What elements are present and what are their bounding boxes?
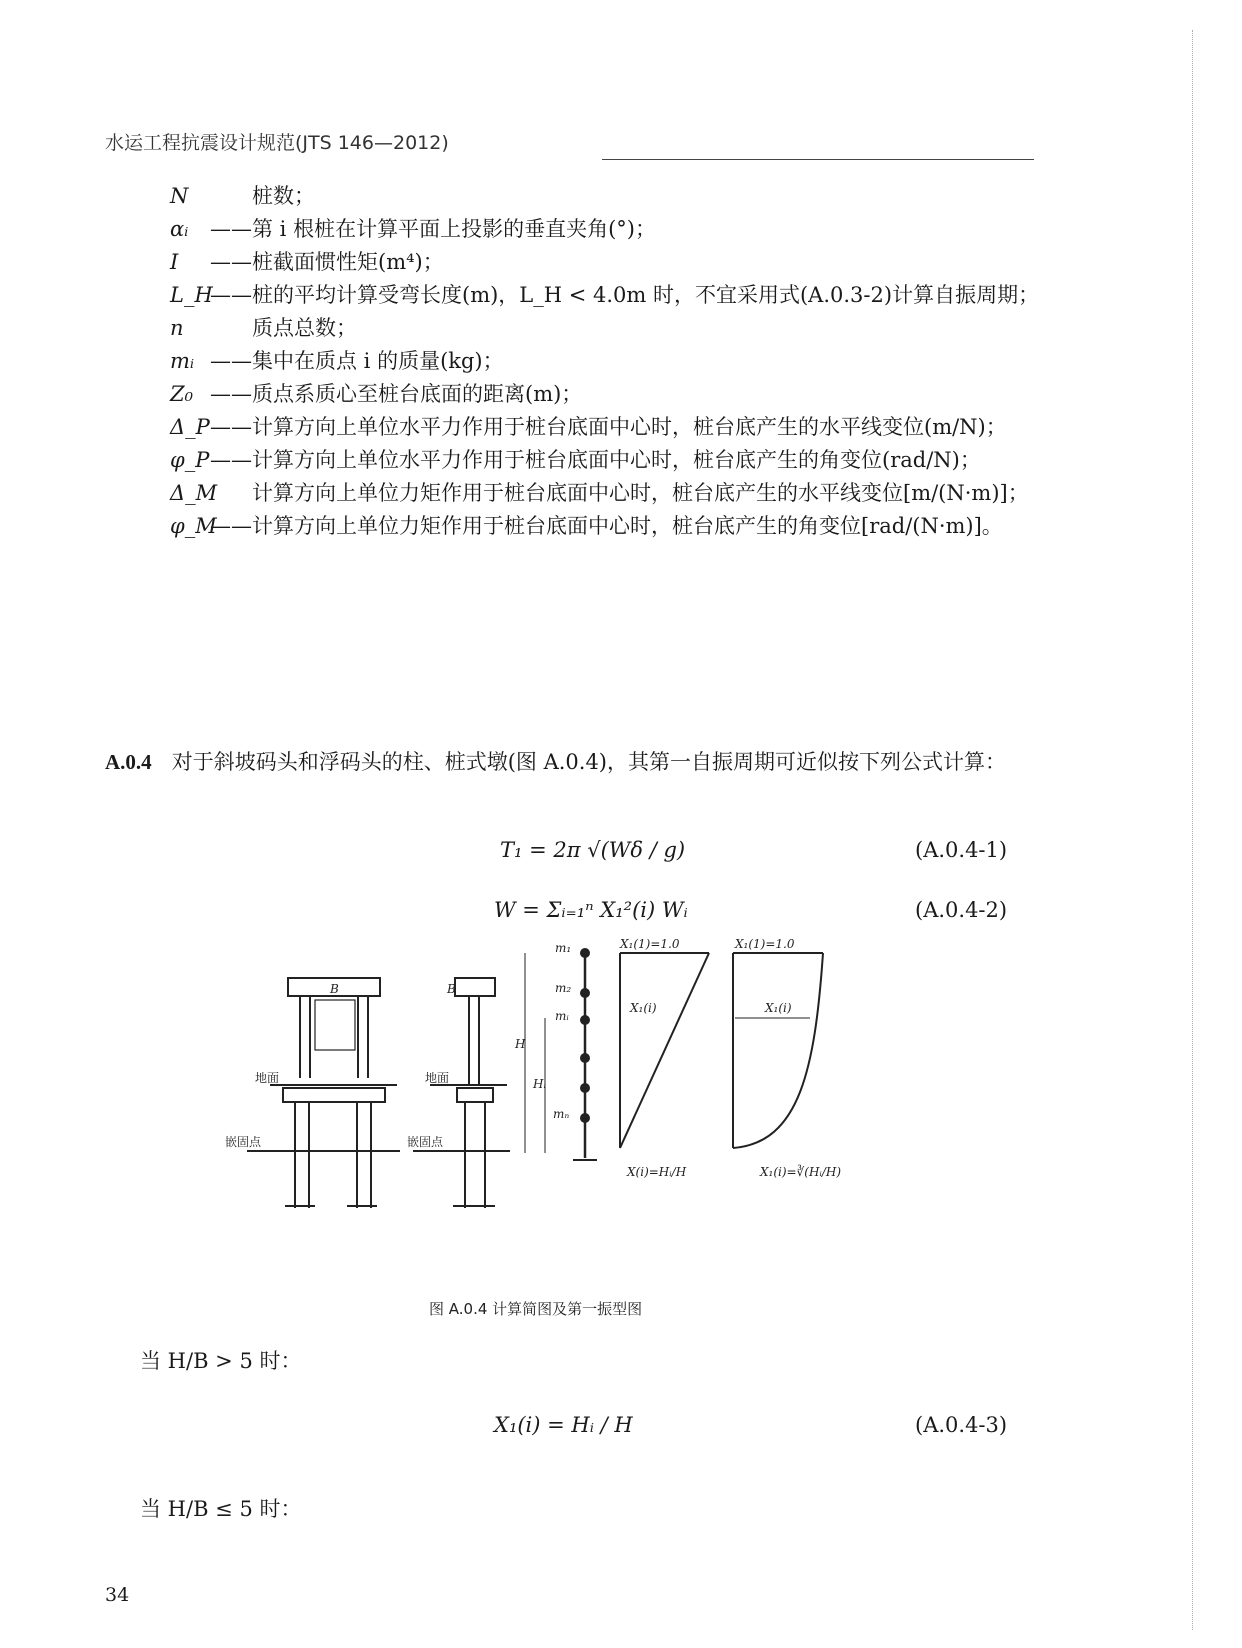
definition-dash: —— (210, 514, 252, 538)
definition-dash (210, 312, 252, 345)
label-m2: m₂ (555, 981, 572, 995)
definition-symbol: φ_M (170, 514, 217, 538)
condition-le: 当 H/B ≤ 5 时： (140, 1497, 302, 1521)
definition-text: 桩的平均计算受弯长度(m)，L_H < 4.0m 时，不宜采用式(A.0.3-2)计算自振周期； (252, 283, 1040, 307)
definition-row (170, 444, 1050, 477)
definition-dash: —— (210, 382, 252, 406)
definition-text: 桩数； (252, 184, 315, 208)
definition-row (170, 477, 1050, 510)
mass-m2 (580, 988, 590, 998)
definition-symbol: N (170, 184, 189, 208)
definition-dash: —— (210, 250, 252, 274)
equation-3 (494, 1413, 633, 1437)
definition-symbol: αᵢ (170, 217, 189, 241)
equation-3-lhs: X₁(i) = (494, 1413, 572, 1437)
scan-edge-marks (1192, 30, 1199, 1630)
page-number: 34 (105, 1584, 130, 1606)
definition-symbol: mᵢ (170, 349, 195, 373)
label-ground-1: 地面 (255, 1071, 280, 1085)
definition-text: 计算方向上单位力矩作用于桩台底面中心时，桩台底产生的角变位[rad/(N·m)]。 (252, 514, 1003, 538)
section-number: A.0.4 (105, 750, 152, 774)
label-x1i-a: X₁(i) (630, 1001, 657, 1015)
equation-1-lhs: T₁ = 2π (500, 838, 581, 862)
definition-dash (210, 180, 252, 213)
definition-dash: —— (210, 415, 252, 439)
definition-text: 第 i 根桩在计算平面上投影的垂直夹角(°)； (252, 217, 656, 241)
label-x1-top-a: X₁(1)=1.0 (620, 937, 680, 951)
definition-row (170, 378, 1050, 411)
label-fixed-1: 嵌固点 (225, 1135, 262, 1149)
definition-row (170, 246, 1050, 279)
equation-1-rhs: √(Wδ / g) (587, 838, 686, 862)
label-b2: B (447, 982, 456, 996)
definition-text: 计算方向上单位水平力作用于桩台底面中心时，桩台底产生的水平线变位(m/N)； (252, 415, 1007, 439)
definition-row (170, 180, 1050, 213)
definition-text: 桩截面惯性矩(m⁴)； (252, 250, 444, 274)
definition-dash: —— (210, 283, 252, 307)
mass-mn (580, 1113, 590, 1123)
definition-row (170, 312, 1050, 345)
section-a04 (105, 746, 1045, 779)
definition-symbol: Z₀ (170, 382, 194, 406)
equation-3-rhs: Hᵢ / H (571, 1413, 633, 1437)
figure-caption: 图 A.0.4 计算简图及第一振型图 (429, 1300, 643, 1318)
section-text: 对于斜坡码头和浮码头的柱、桩式墩(图 A.0.4)，其第一自振周期可近似按下列公式计算： (171, 750, 1006, 774)
definition-row (170, 213, 1050, 246)
label-formula-b: X₁(i)=∛(Hᵢ/H) (760, 1165, 842, 1179)
label-h: H (515, 1037, 526, 1051)
equation-2 (494, 898, 688, 922)
equation-1 (500, 838, 685, 862)
mass-m1 (580, 948, 590, 958)
definition-row (170, 345, 1050, 378)
condition-gt: 当 H/B > 5 时： (140, 1349, 302, 1373)
definition-row (170, 279, 1050, 312)
label-hi: Hᵢ (533, 1077, 546, 1091)
definition-symbol: n (170, 316, 184, 340)
equation-2-lhs: W = (494, 898, 547, 922)
definition-text: 质点总数； (252, 316, 357, 340)
label-x1-top-b: X₁(1)=1.0 (735, 937, 795, 951)
label-formula-a: X(i)=Hᵢ/H (627, 1165, 687, 1179)
definition-text: 计算方向上单位水平力作用于桩台底面中心时，桩台底产生的角变位(rad/N)； (252, 448, 981, 472)
equation-2-rhs: Σᵢ₌₁ⁿ X₁²(i) Wᵢ (546, 898, 688, 922)
equation-2-number: (A.0.4-2) (915, 898, 1008, 922)
definition-dash: —— (210, 448, 252, 472)
header-rule (602, 159, 1034, 160)
running-header: 水运工程抗震设计规范(JTS 146—2012) (105, 132, 449, 154)
label-fixed-2: 嵌固点 (407, 1135, 444, 1149)
label-m1: m₁ (555, 941, 572, 955)
definition-symbol: L_H (170, 283, 213, 307)
figure-a04 (225, 937, 905, 1258)
definition-text: 质点系质心至桩台底面的距离(m)； (252, 382, 583, 406)
definition-symbol: φ_P (170, 448, 210, 472)
equation-1-number: (A.0.4-1) (915, 838, 1008, 862)
label-mn: mₙ (553, 1107, 570, 1121)
definition-dash: —— (210, 217, 252, 241)
definition-text: 计算方向上单位力矩作用于桩台底面中心时，桩台底产生的水平线变位[m/(N·m)]； (252, 481, 1029, 505)
label-b1: B (330, 982, 339, 996)
definition-symbol: Δ_M (170, 481, 218, 505)
mass-mi (580, 1015, 590, 1025)
equation-3-number: (A.0.4-3) (915, 1413, 1008, 1437)
definition-row (170, 411, 1050, 444)
label-ground-2: 地面 (425, 1071, 450, 1085)
definition-symbol: I (170, 250, 179, 274)
definition-symbol: Δ_P (170, 415, 210, 439)
label-x1i-b: X₁(i) (765, 1001, 792, 1015)
definition-row (170, 510, 1050, 543)
definition-text: 集中在质点 i 的质量(kg)； (252, 349, 504, 373)
definition-dash (210, 477, 252, 510)
definitions-list (170, 180, 1050, 543)
definition-dash: —— (210, 349, 252, 373)
label-mi: mᵢ (555, 1009, 569, 1023)
